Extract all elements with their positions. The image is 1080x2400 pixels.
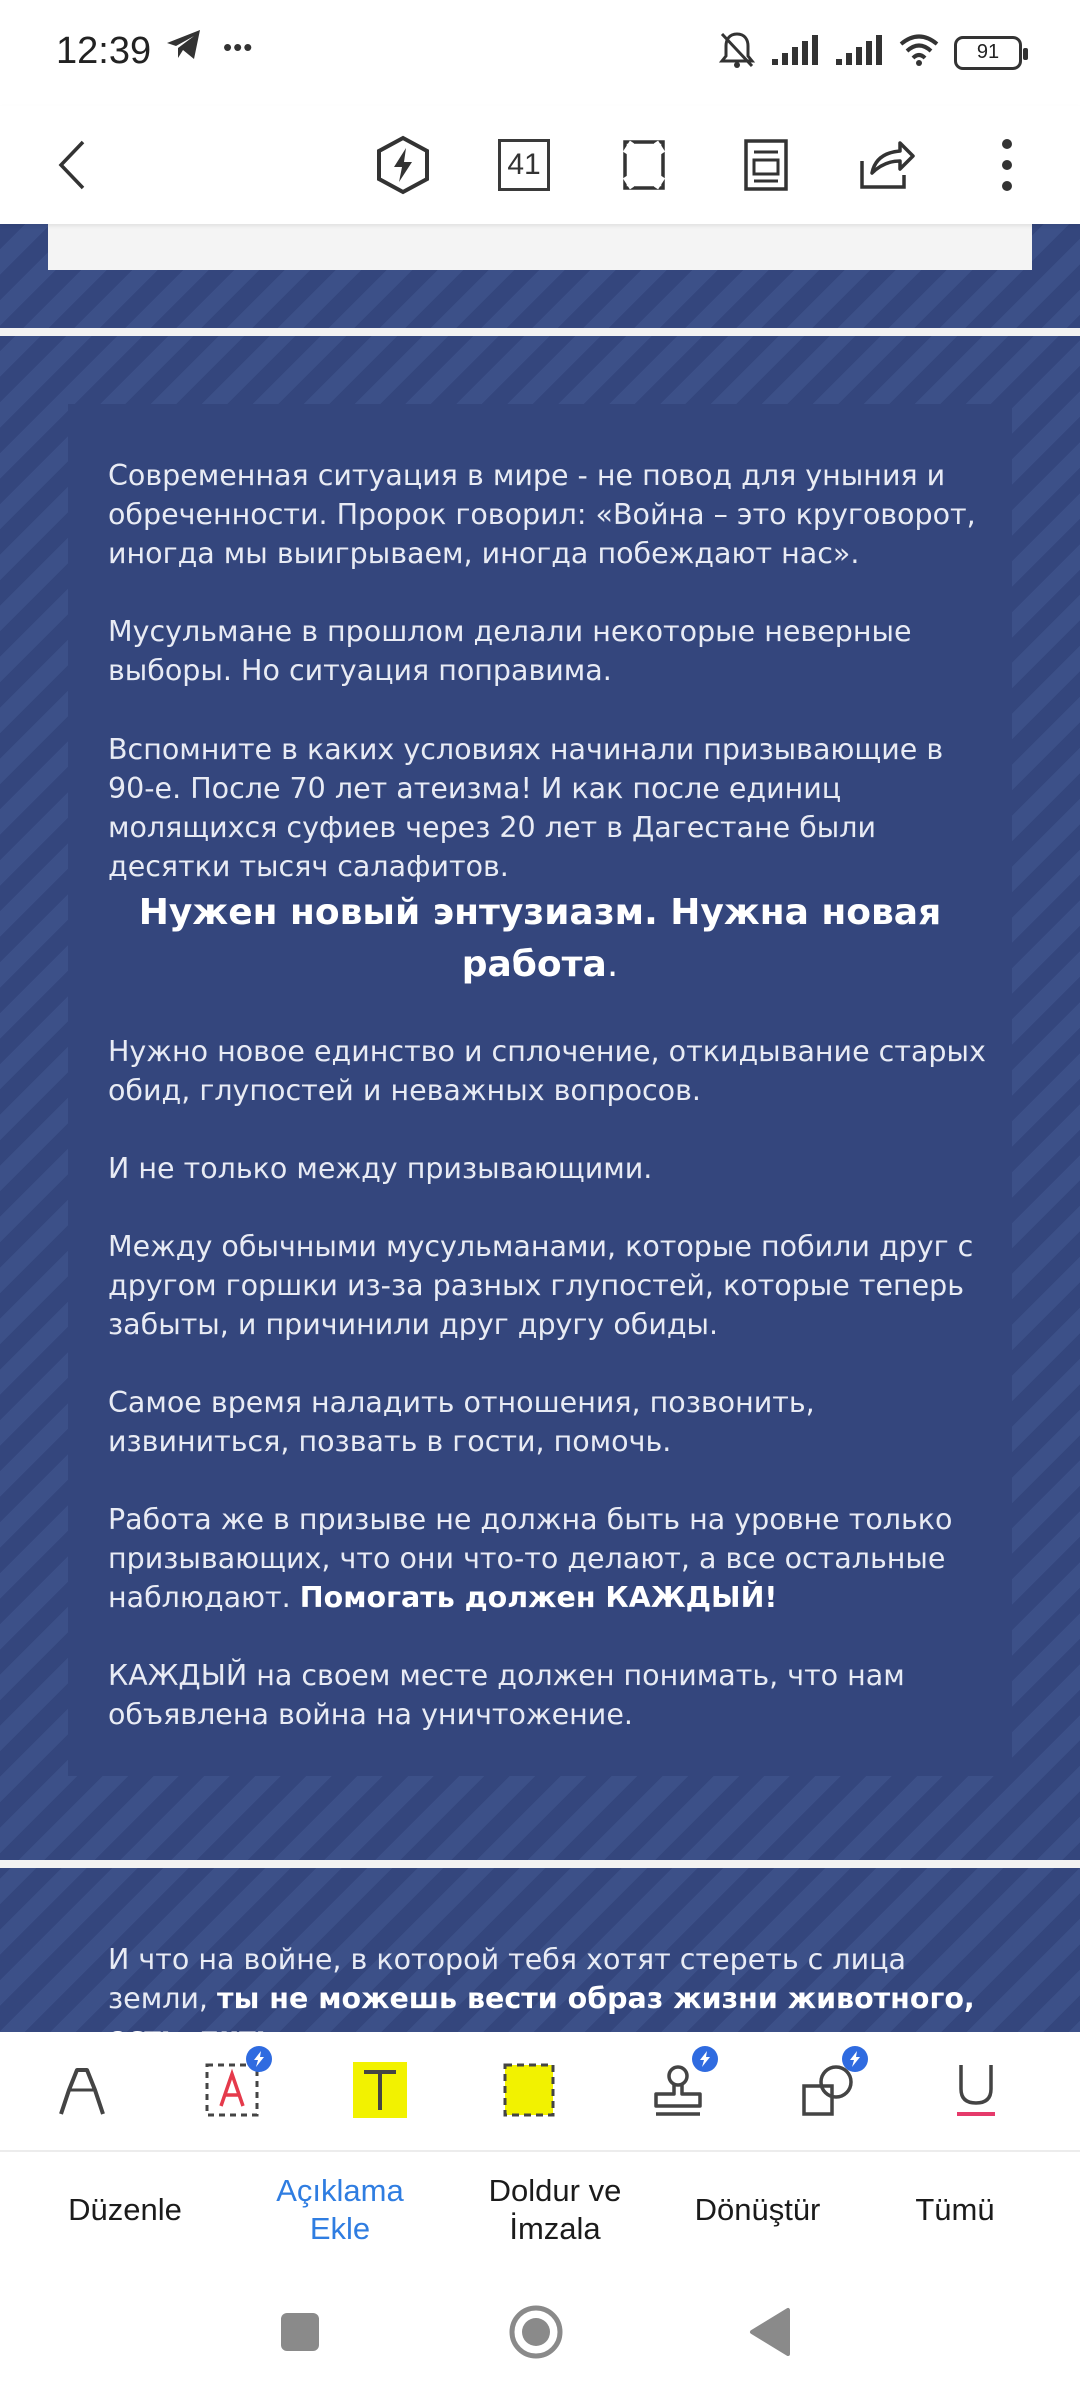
area-highlight-tool[interactable] [479, 2032, 579, 2152]
back-arrow-icon[interactable] [40, 106, 104, 224]
status-bar [0, 0, 1080, 106]
shapes-tool[interactable] [778, 2032, 878, 2152]
system-nav-bar [0, 2268, 1080, 2400]
paragraph-text: И что на войне, в которой тебя хотят стереть с лица земли, [108, 1943, 907, 2015]
paragraph-bold: Помогать должен КАЖДЫЙ! [299, 1581, 778, 1614]
recent-apps-icon [280, 2312, 320, 2357]
back-button[interactable] [730, 2268, 810, 2400]
page-count-button[interactable] [492, 106, 556, 224]
paragraph: Самое время наладить отношения, позвонить, извиниться, позвать в гости, помочь. [108, 1386, 815, 1458]
lightning-icon[interactable] [370, 106, 436, 224]
section-heading [108, 887, 972, 991]
pro-badge-icon [692, 2046, 718, 2072]
annotation-toolbar [0, 2032, 1080, 2152]
paragraph: И не только между призывающими. [108, 1152, 653, 1185]
text-highlight-icon [353, 2062, 407, 2123]
paragraph-bold: ты не можешь вести образ жизни животного, [217, 1982, 975, 2015]
pen-icon [55, 2062, 109, 2123]
tab-doldur-ve-imzala[interactable]: Doldur ve İmzala [488, 2173, 622, 2246]
paragraph: Мусульмане в прошлом делали некоторые неверные выборы. Но ситуация поправима. [108, 615, 912, 687]
pro-badge-icon [246, 2046, 272, 2072]
previous-block-card [48, 224, 1032, 270]
fullscreen-icon[interactable] [612, 106, 676, 224]
pro-badge-icon [842, 2046, 868, 2072]
share-icon[interactable] [852, 106, 922, 224]
text-box-tool[interactable] [182, 2032, 282, 2152]
signal-icon [770, 33, 820, 72]
underline-icon [953, 2061, 999, 2124]
wifi-icon [898, 33, 940, 72]
section-divider [0, 1860, 1080, 1868]
paragraph: Современная ситуация в мире - не повод для уныния и обреченности. Пророк говорил: «Война – это круговорот, иногда мы выигрываем, иногда побеждают нас». [108, 459, 976, 570]
tab-donustur[interactable]: Dönüştür [694, 2192, 821, 2227]
paragraph: Нужно новое единство и сплочение, откидывание старых обид, глупостей и неважных вопросов. [108, 1035, 986, 1107]
shapes-icon [800, 2062, 856, 2123]
battery-icon [954, 36, 1022, 70]
back-icon [748, 2307, 792, 2362]
battery-level: 91 [976, 41, 1000, 63]
telegram-icon [165, 28, 203, 67]
tab-aciklama-ekle[interactable]: Açıklama Ekle [276, 2173, 404, 2246]
recent-apps-button[interactable] [260, 2268, 340, 2400]
home-button[interactable] [496, 2268, 576, 2400]
more-vertical-icon[interactable] [982, 106, 1032, 224]
paragraph: Вспомните в каких условиях начинали призывающие в 90-е. После 70 лет атеизма! И как после единиц молящихся суфиев через 20 лет в Дагестане были десятки тысяч салафитов. [108, 733, 944, 883]
bottom-tabs [0, 2152, 1080, 2268]
page-count: 41 [498, 139, 550, 191]
mute-bell-icon [718, 30, 756, 75]
text-highlight-tool[interactable] [330, 2032, 430, 2152]
home-icon [508, 2304, 564, 2365]
paragraph: КАЖДЫЙ на своем месте должен понимать, что нам объявлена война на уничтожение. [108, 1659, 905, 1731]
text-box-icon [204, 2062, 260, 2123]
pdf-toolbar [0, 106, 1080, 224]
signal-icon [834, 33, 884, 72]
reading-mode-icon[interactable] [734, 106, 798, 224]
underline-tool[interactable] [926, 2032, 1026, 2152]
tab-tumu[interactable]: Tümü [915, 2192, 995, 2227]
area-highlight-icon [502, 2062, 556, 2123]
paragraph [108, 1500, 988, 1617]
paragraph: Между обычными мусульманами, которые побили друг с другом горшки из-за разных глупостей, которые теперь забыты, и причинили друг другу обиды. [108, 1230, 974, 1341]
pen-tool[interactable] [32, 2032, 132, 2152]
status-right-icons [718, 30, 1022, 75]
stamp-icon [650, 2062, 706, 2123]
status-left-icons [165, 28, 253, 67]
more-dots-icon: ••• [223, 32, 254, 62]
paragraph-text: Работа же в призыве не должна быть на уровне только призывающих, что они что-то делают, а все остальные наблюдают. [108, 1503, 953, 1614]
stamp-tool[interactable] [628, 2032, 728, 2152]
pdf-page-view[interactable] [0, 224, 1080, 2032]
section-divider [0, 328, 1080, 336]
status-time: 12:39 [56, 30, 152, 72]
heading-text: Нужен новый энтузиазм. Нужна новая работа [138, 892, 942, 985]
heading-dot: . [606, 944, 619, 985]
tab-duzenle[interactable]: Düzenle [68, 2192, 182, 2227]
